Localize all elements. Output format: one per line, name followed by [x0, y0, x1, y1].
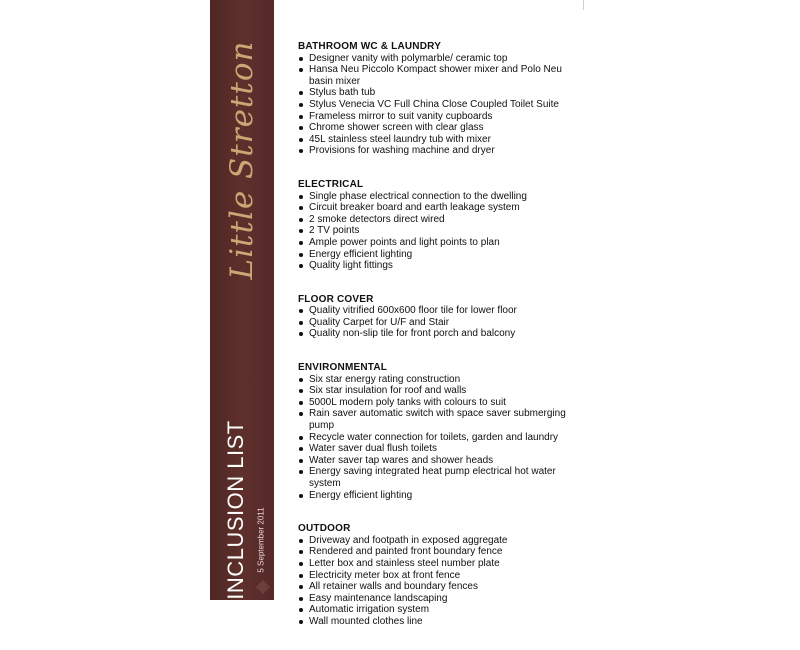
list-item: Rendered and painted front boundary fence	[298, 546, 588, 558]
list-item: Designer vanity with polymarble/ ceramic top	[298, 53, 588, 65]
list-item: Wall mounted clothes line	[298, 616, 588, 628]
list-item: Six star energy rating construction	[298, 374, 588, 386]
section-heading: ENVIRONMENTAL	[298, 362, 388, 374]
list-item: 45L stainless steel laundry tub with mixer	[298, 134, 588, 146]
section-heading: ELECTRICAL	[298, 178, 364, 190]
list-item: Frameless mirror to suit vanity cupboards	[298, 111, 588, 123]
list-item: Ample power points and light points to plan	[298, 237, 588, 249]
brand-logo-text: Little Stretton	[224, 40, 260, 280]
item-list	[298, 305, 588, 340]
list-item: Six star insulation for roof and walls	[298, 385, 588, 397]
list-item: Stylus Venecia VC Full China Close Coupled Toilet Suite	[298, 99, 588, 111]
list-item: Quality non-slip tile for front porch and balcony	[298, 328, 588, 340]
document-title: INCLUSION LIST	[223, 420, 248, 600]
list-item: Chrome shower screen with clear glass	[298, 122, 588, 134]
item-list	[298, 535, 588, 628]
list-item: Single phase electrical connection to the dwelling	[298, 191, 588, 203]
list-item: All retainer walls and boundary fences	[298, 581, 588, 593]
section-heading: OUTDOOR	[298, 523, 351, 535]
section-environmental	[298, 362, 588, 501]
list-item: Water saver tap wares and shower heads	[298, 455, 588, 467]
list-item: Recycle water connection for toilets, garden and laundry	[298, 432, 588, 444]
list-item: Energy saving integrated heat pump electrical hot water system	[298, 466, 588, 489]
list-item: Easy maintenance landscaping	[298, 593, 588, 605]
item-list	[298, 374, 588, 502]
section-floor-cover	[298, 294, 588, 340]
list-item: 5000L modern poly tanks with colours to suit	[298, 397, 588, 409]
page-edge-divider	[583, 0, 584, 10]
section-outdoor	[298, 523, 588, 627]
list-item: Energy efficient lighting	[298, 490, 588, 502]
section-heading: FLOOR COVER	[298, 293, 374, 305]
list-item: Energy efficient lighting	[298, 249, 588, 261]
section-bathroom	[298, 41, 588, 157]
section-heading: BATHROOM WC & LAUNDRY	[298, 41, 442, 52]
list-item: Circuit breaker board and earth leakage system	[298, 202, 588, 214]
list-item: Stylus bath tub	[298, 87, 588, 99]
list-item: Provisions for washing machine and dryer	[298, 145, 588, 157]
list-item: Driveway and footpath in exposed aggregate	[298, 535, 588, 547]
section-electrical	[298, 179, 588, 272]
list-item: 2 TV points	[298, 225, 588, 237]
document-date: 5 September 2011	[256, 507, 266, 573]
list-item: Hansa Neu Piccolo Kompact shower mixer and Polo Neu basin mixer	[298, 64, 588, 87]
item-list	[298, 53, 588, 157]
list-item: Automatic irrigation system	[298, 604, 588, 616]
list-item: Quality light fittings	[298, 260, 588, 272]
inclusion-list-content	[298, 41, 588, 650]
list-item: Letter box and stainless steel number plate	[298, 558, 588, 570]
list-item: Quality vitrified 600x600 floor tile for lower floor	[298, 305, 588, 317]
list-item: Electricity meter box at front fence	[298, 570, 588, 582]
list-item: Quality Carpet for U/F and Stair	[298, 317, 588, 329]
item-list	[298, 191, 588, 272]
list-item: Rain saver automatic switch with space saver submerging pump	[298, 408, 588, 431]
list-item: Water saver dual flush toilets	[298, 443, 588, 455]
list-item: 2 smoke detectors direct wired	[298, 214, 588, 226]
